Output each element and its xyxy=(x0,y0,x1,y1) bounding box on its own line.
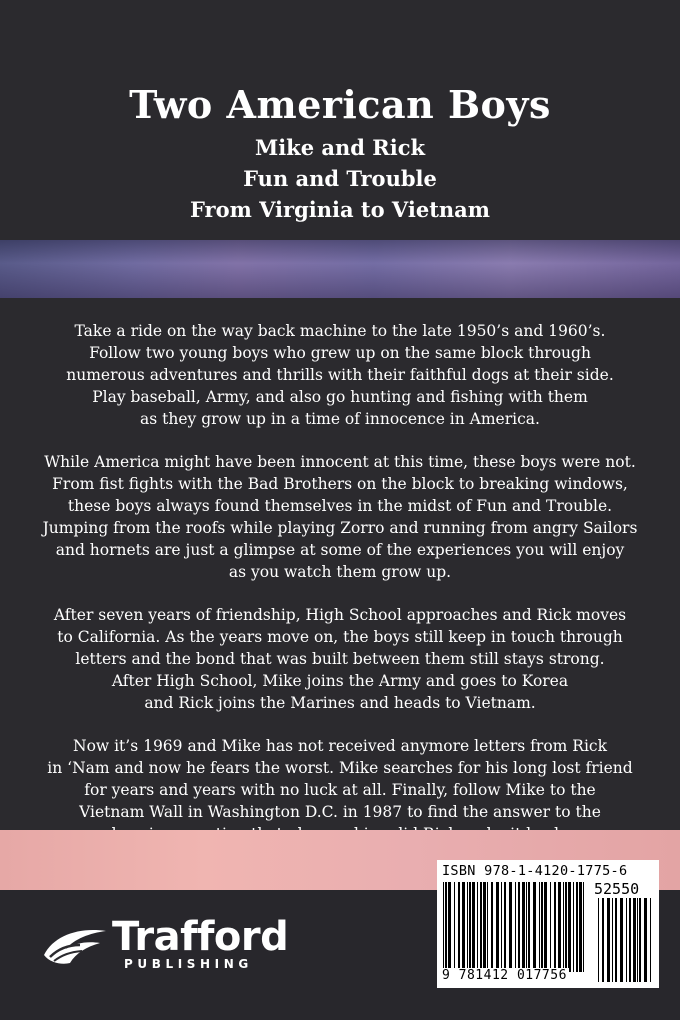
publisher-logo xyxy=(40,915,310,975)
publisher-tagline: PUBLISHING xyxy=(124,957,253,971)
title-block xyxy=(0,78,680,225)
blurb-paragraph-1: Take a ride on the way back machine to the late 1950’s and 1960’s. Follow two young boys who grew up on the same block through numerous adventures and thrills with their faithful dogs at their side. Play baseball, Army, and also go hunting and fishing with them as they grow up in a time of innocence in America. xyxy=(66,322,614,428)
isbn-barcode xyxy=(437,860,659,988)
subtitle-line-1: Mike and Rick xyxy=(254,135,426,160)
barcode-digits: 9 781412 017756 xyxy=(442,968,567,983)
blurb-paragraph-3: After seven years of friendship, High School approaches and Rick moves to California. As the years move on, the boys still keep in touch through letters and the bond that was built between them still stays strong. After High School, Mike joins the Army and goes to Korea and Rick joins the Marines and heads to Vietnam. xyxy=(53,606,627,712)
ean-barcode-bars xyxy=(442,882,588,972)
subtitle-line-2: Fun and Trouble xyxy=(243,166,437,191)
price-code: 52550 xyxy=(594,880,640,898)
purple-decorative-band xyxy=(0,240,680,298)
back-cover-blurb xyxy=(30,320,650,888)
book-title: Two American Boys xyxy=(129,82,551,127)
isbn-label: ISBN 978-1-4120-1775-6 xyxy=(442,863,628,879)
subtitle-line-3: From Virginia to Vietnam xyxy=(189,197,490,222)
addon-barcode-bars xyxy=(597,898,653,982)
trafford-wave-logo-icon xyxy=(40,921,110,971)
blurb-paragraph-2: While America might have been innocent at this time, these boys were not. From fist fights with the Bad Brothers on the block to breaking windows, these boys always found themselves in the midst of Fun and Trouble. Jumping from the roofs while playing Zorro and running from angry Sailors and hornets are just a glimpse at some of the experiences you will enjoy as you watch them grow up. xyxy=(42,453,638,581)
publisher-name: Trafford xyxy=(112,914,289,960)
blurb-paragraph-4: Now it’s 1969 and Mike has not received anymore letters from Rick in ‘Nam and now he fears the worst. Mike searches for his long lost friend for years and years with no luck at all. Finally, follow Mike to the Vietnam Wall in Washington D.C. in 1987 to find the answer to the xyxy=(47,737,633,821)
